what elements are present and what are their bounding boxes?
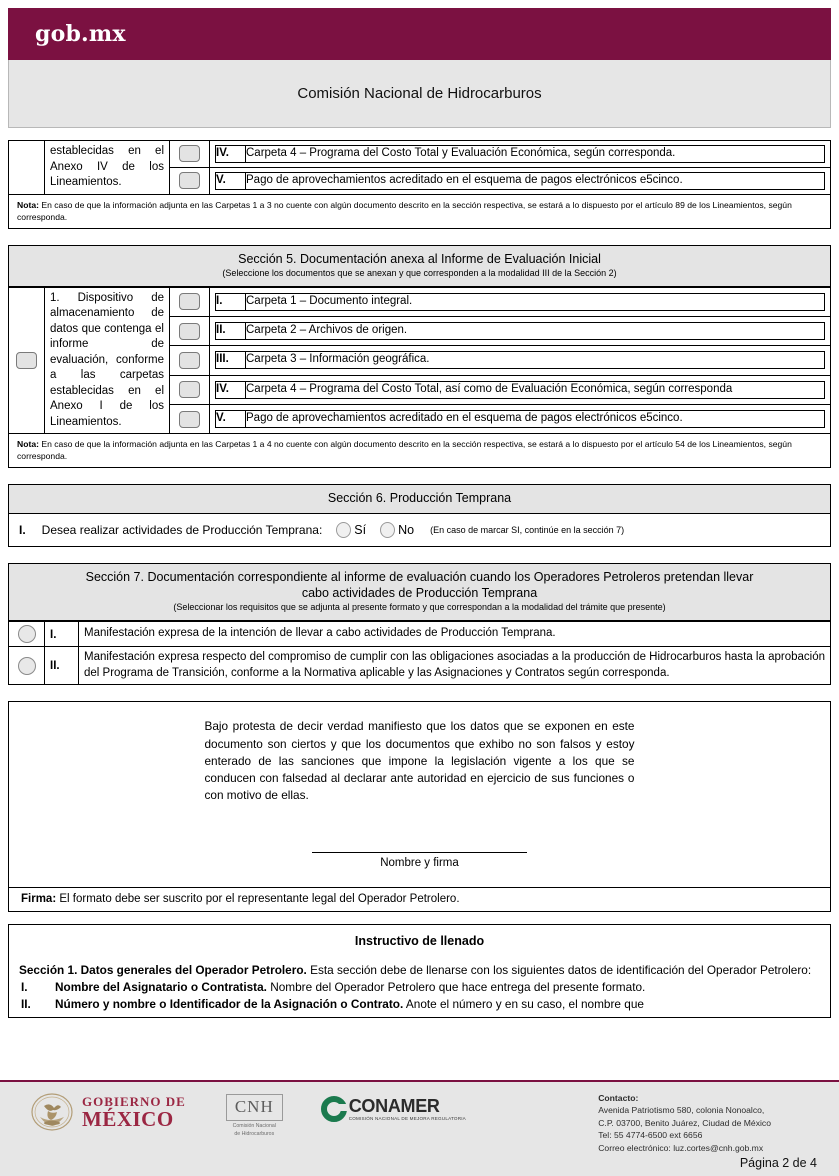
firma-text: El formato debe ser suscrito por el representante legal del Operador Petrolero. [56,892,460,905]
section-5-row-1 [210,287,831,316]
agency-title: Comisión Nacional de Hidrocarburos [297,85,542,102]
table-row [9,621,831,646]
note-label: Nota: [17,439,39,450]
item-text: Carpeta 3 – Información geográfica. [246,352,825,369]
cnh-subtitle-line-2: de Hidrocarburos [234,1130,275,1137]
checkbox-cell[interactable] [170,346,210,375]
radio-cell[interactable] [9,621,45,646]
instructivo-block [8,924,831,1018]
checkbox-cell[interactable] [170,167,210,194]
item-text: Pago de aprovechamientos acreditado en el esquema de pagos electrónicos e5cinco. [246,172,825,189]
conamer-name: CONAMER [348,1096,440,1116]
signature-line [312,852,527,853]
checkbox-cell[interactable] [170,287,210,316]
item-numeral: V. [216,172,246,189]
item-numeral: IV. [216,381,246,398]
gobmx-logo: gob.mx [35,21,126,47]
item-numeral: V. [216,411,246,428]
section-6-note: (En caso de marcar SI, continúe en la sección 7) [430,524,625,535]
item-text: Carpeta 2 – Archivos de origen. [246,323,825,340]
radio-icon[interactable] [380,522,395,538]
section-6-header [8,484,831,513]
checkbox-cell[interactable] [170,141,210,168]
section-5-row-2 [210,316,831,345]
gobierno-de-mexico-logo [30,1092,186,1132]
section-5 [8,245,831,469]
radio-label-no: No [398,522,415,537]
section-5-main-checkbox-cell[interactable] [9,287,45,434]
instructivo-p1-rest: Esta sección debe de llenarse con los siguientes datos de identificación del Operador Petrolero: [306,962,812,977]
checkbox-icon[interactable] [16,352,37,369]
item-numeral: II. [45,646,79,685]
cnh-logo [226,1092,283,1139]
item-numeral: III. [216,352,246,369]
firma-label: Firma: [21,892,57,905]
gobierno-wordmark [82,1095,186,1130]
checkbox-cell[interactable] [170,404,210,433]
instructivo-title: Instructivo de llenado [354,933,485,948]
checkbox-icon[interactable] [179,145,200,162]
top-row-1 [210,141,831,168]
checkbox-icon[interactable] [179,411,200,428]
item-bold: Nombre del Asignatario o Contratista. [55,979,267,994]
section-5-note [8,434,831,468]
section-7 [8,563,831,686]
section-6-question: Desea realizar actividades de Producción Temprana: [41,522,323,537]
conamer-ring-icon [321,1096,347,1122]
cnh-subtitle-line-1: Comisión Nacional [232,1123,276,1129]
note-text: En caso de que la información adjunta en las Carpetas 1 a 3 no cuente con algún documento descrito en la sección respectiva, se estará a lo dispuesto por el artículo 89 de los Lineamientos, según corresponda. [17,199,792,222]
contact-address-line-2: C.P. 03700, Benito Juárez, Ciudad de México [598,1117,771,1128]
radio-label-yes: Sí [354,522,367,537]
section-6-item-numeral: I. [19,522,26,537]
mexican-eagle-icon [30,1092,74,1132]
item-numeral: I. [216,293,246,310]
protest-block [8,701,831,911]
note-label: Nota: [17,199,39,210]
contact-email: Correo electrónico: luz.cortes@cnh.gob.mx [598,1142,764,1153]
section-7-title-line1: Sección 7. Documentación correspondiente al informe de evaluación cuando los Operadores Petroleros pretendan llevar [85,569,754,584]
item-rest: Nombre del Operador Petrolero que hace entrega del presente formato. [266,979,646,994]
section-5-subtitle: (Seleccione los documentos que se anexan y que corresponden a la modalidad III de la Sección 2) [222,267,617,278]
section-5-title: Sección 5. Documentación anexa al Informe de Evaluación Inicial [238,251,601,266]
item-numeral: I. [45,621,79,646]
contact-phone: Tel: 55 4774-6500 ext 6656 [598,1130,703,1141]
item-text: Carpeta 4 – Programa del Costo Total y Evaluación Económica, según corresponda. [246,145,825,162]
top-row-2 [210,167,831,194]
conamer-wordmark [349,1097,466,1121]
instructivo-item-2 [19,996,820,1013]
table-row [9,287,831,316]
checkbox-icon[interactable] [179,172,200,189]
instructivo-item-1 [19,979,820,996]
checkbox-cell[interactable] [170,375,210,404]
protest-text: Bajo protesta de decir verdad manifiesto que los datos que se exponen en este documento son ciertos y que los documentos que exhibo no son falsos y estoy enterado de las sanciones que impone la legislación vigente a los que se conducen con falsedad al declarar ante autoridad en ejercicio de sus funciones o con motivo de ellas. [204,719,635,802]
section-6-title: Sección 6. Producción Temprana [327,491,512,506]
section-5-header [8,245,831,287]
radio-option-yes[interactable] [336,522,366,538]
page-number: Página 2 de 4 [739,1156,817,1170]
firma-row [9,887,830,911]
item-numeral: IV. [216,145,246,162]
table-row [9,646,831,685]
radio-option-no[interactable] [380,522,414,538]
gobmx-header-bar [8,8,831,60]
top-table-note [8,195,831,229]
checkbox-icon[interactable] [179,352,200,369]
instructivo-p1-bold: Sección 1. Datos generales del Operador Petrolero. [19,962,307,977]
instructivo-paragraph-1 [19,962,820,979]
radio-icon[interactable] [18,657,36,675]
section-5-row-5 [210,404,831,433]
contact-label: Contacto: [598,1093,639,1103]
checkbox-icon[interactable] [179,323,200,340]
radio-icon[interactable] [336,522,351,538]
section-6 [8,484,831,546]
checkbox-icon[interactable] [179,293,200,310]
section-7-row-1-text: Manifestación expresa de la intención de llevar a cabo actividades de Producción Temprana. [79,621,831,646]
gob-line-1: GOBIERNO DE [82,1093,186,1109]
section-7-row-2-text: Manifestación expresa respecto del compromiso de cumplir con las obligaciones asociadas a la producción de Hidrocarburos hasta la aprobación del Programa de Transición, conforme a la Normativa aplicable y las Asignaciones y Contratos según corresponda. [79,646,831,685]
item-numeral: II. [216,323,246,340]
top-left-empty-cell [9,141,45,195]
note-text: En caso de que la información adjunta en las Carpetas 1 a 4 no cuente con algún documento descrito en la sección respectiva, se estará a lo dispuesto por el artículo 54 de los Lineamientos, según corresponda. [17,439,792,462]
item-numeral: I. [21,979,28,994]
item-text: Pago de aprovechamientos acreditado en el esquema de pagos electrónicos e5cinco. [246,411,825,428]
cnh-wordmark: CNH [226,1094,283,1121]
item-bold: Número y nombre o Identificador de la Asignación o Contrato. [55,997,404,1012]
checkbox-cell[interactable] [170,316,210,345]
radio-icon[interactable] [18,625,36,643]
contact-info [598,1092,771,1154]
contact-address-line-1: Avenida Patriotismo 580, colonia Nonoalco, [598,1105,765,1116]
item-body [55,996,644,1013]
table-row [9,141,831,168]
top-continuation-table [8,140,831,229]
item-text: Carpeta 4 – Programa del Costo Total, así como de Evaluación Económica, según corresponda [246,381,825,398]
section-5-row-4 [210,375,831,404]
signature-label: Nombre y firma [380,856,459,869]
item-text: Carpeta 1 – Documento integral. [246,293,825,310]
item-rest: Anote el número y en su caso, el nombre que [403,997,644,1012]
conamer-logo [321,1092,466,1122]
section-7-header [8,563,831,621]
conamer-subtitle: COMISIÓN NACIONAL DE MEJORA REGULATORIA [348,1116,466,1121]
agency-header [8,60,831,128]
section-7-subtitle: (Seleccionar los requisitos que se adjunta al presente formato y que correspondan a la modalidad del trámite que presente) [173,602,666,612]
radio-cell[interactable] [9,646,45,685]
section-7-title-line2: cabo actividades de Producción Temprana [301,585,538,600]
item-body [55,979,645,996]
item-numeral: II. [21,997,31,1012]
top-left-description: establecidas en el Anexo IV de los Lineamientos. [45,141,170,195]
section-6-question-row [8,514,831,547]
checkbox-icon[interactable] [179,381,200,398]
section-5-description: 1. Dispositivo de almacenamiento de datos que contenga el informe de evaluación, conforme a las carpetas establecidas en el Anexo I de los Lineamientos. [45,287,170,434]
page-footer [0,1080,839,1176]
section-5-row-3 [210,346,831,375]
gob-line-2: MÉXICO [82,1106,174,1131]
